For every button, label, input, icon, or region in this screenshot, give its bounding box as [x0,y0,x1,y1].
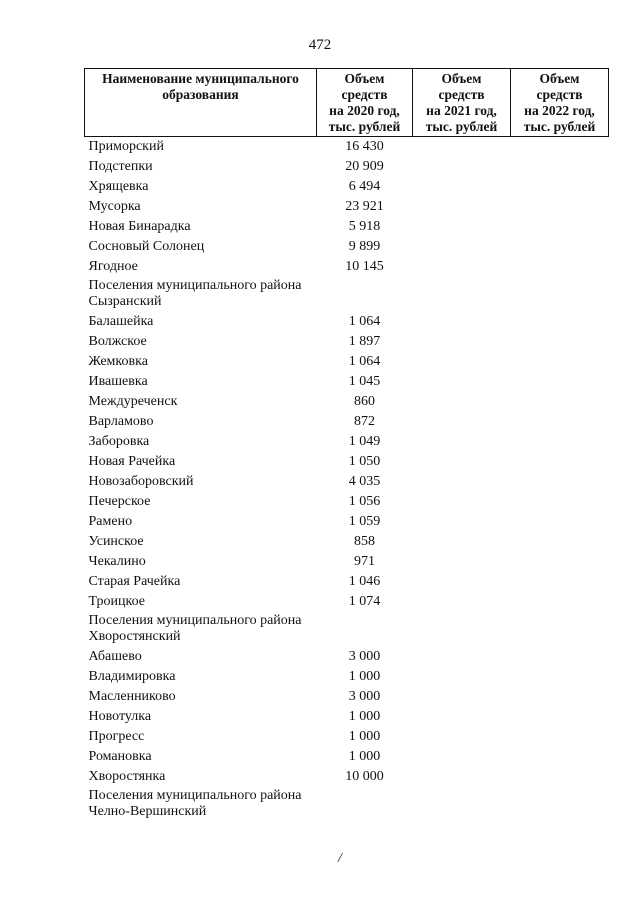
municipality-name: Приморский [88,139,164,154]
volume-2020-value: 23 921 [345,199,384,214]
header-line: средств [536,87,583,102]
header-volume-2021 [413,69,511,137]
volume-2021-value [413,767,511,787]
municipality-name: Ивашевка [88,374,148,389]
volume-2020-value: 1 064 [348,354,381,369]
header-line: на 2021 год, [426,103,497,118]
table-row [85,687,609,707]
volume-2021-value [413,332,511,352]
header-line: на 2020 год, [329,103,400,118]
volume-2022-value [511,707,609,727]
volume-2022-value [511,767,609,787]
volume-2021-value [413,217,511,237]
volume-2020-value: 1 049 [348,434,381,449]
volume-2021-value [413,197,511,217]
volume-2020-value: 1 064 [348,314,381,329]
group-heading-line: Поселения муниципального района [88,613,302,628]
empty-cell [511,277,609,312]
volume-2022-value [511,392,609,412]
volume-2022-value [511,747,609,767]
table-row [85,472,609,492]
volume-2021-value [413,257,511,277]
table-row [85,137,609,158]
municipality-name: Заборовка [88,434,150,449]
header-municipality-name [85,69,317,137]
table-row [85,592,609,612]
municipality-name: Старая Рачейка [88,574,181,589]
municipality-name: Новотулка [88,709,152,724]
group-heading [85,277,317,312]
volume-2021-value [413,237,511,257]
page-number: 472 [308,37,332,53]
volume-2020-value: 971 [354,554,375,569]
group-heading-row [85,787,609,826]
volume-2021-value [413,592,511,612]
volume-2022-value [511,592,609,612]
table-row [85,312,609,332]
table-row [85,352,609,372]
municipality-name: Романовка [88,749,152,764]
volume-2021-value [413,157,511,177]
volume-2020-value: 1 000 [348,709,381,724]
empty-cell [511,787,609,826]
volume-2021-value [413,532,511,552]
table-row [85,217,609,237]
table-row [85,532,609,552]
municipality-name: Сосновый Солонец [88,239,205,254]
volume-2020-value: 1 000 [348,749,381,764]
volume-2020-value: 1 000 [348,729,381,744]
header-line: средств [341,87,388,102]
volume-2022-value [511,372,609,392]
municipality-name: Подстепки [88,159,153,174]
volume-2020-value: 10 145 [345,259,384,274]
header-line: Наименование муниципального [102,71,299,86]
table-row [85,177,609,197]
municipality-name: Усинское [88,534,144,549]
volume-2020-value: 3 000 [348,649,381,664]
municipal-budget-table [84,68,609,826]
municipality-name: Владимировка [88,669,176,684]
volume-2021-value [413,372,511,392]
volume-2021-value [413,392,511,412]
empty-cell [413,277,511,312]
group-heading-line: Поселения муниципального района [88,788,302,803]
header-line: образования [162,87,239,102]
volume-2021-value [413,137,511,158]
table-row [85,552,609,572]
municipality-name: Ягодное [88,259,138,274]
table-row [85,512,609,532]
municipality-name: Волжское [88,334,147,349]
volume-2020-value: 1 045 [348,374,381,389]
table-row [85,647,609,667]
volume-2021-value [413,667,511,687]
volume-2022-value [511,177,609,197]
municipality-name: Масленниково [88,689,176,704]
volume-2022-value [511,727,609,747]
municipality-name: Абашево [88,649,142,664]
empty-cell [317,787,413,826]
table-row [85,412,609,432]
group-heading-row [85,612,609,647]
table-row [85,452,609,472]
volume-2020-value: 872 [354,414,375,429]
empty-cell [317,277,413,312]
header-line: Объем [539,71,580,86]
municipality-name: Чекалино [88,554,146,569]
volume-2022-value [511,432,609,452]
empty-cell [317,612,413,647]
table-row [85,747,609,767]
volume-2020-value: 9 899 [348,239,381,254]
group-heading-row [85,277,609,312]
header-line: Объем [441,71,482,86]
volume-2022-value [511,647,609,667]
table-row [85,197,609,217]
table-row [85,372,609,392]
volume-2021-value [413,572,511,592]
table-row [85,257,609,277]
footer-mark: / [338,851,342,866]
empty-cell [511,612,609,647]
volume-2021-value [413,452,511,472]
volume-2022-value [511,312,609,332]
volume-2022-value [511,687,609,707]
municipality-name: Балашейка [88,314,154,329]
municipality-name: Рамено [88,514,133,529]
volume-2020-value: 1 046 [348,574,381,589]
volume-2020-value: 858 [354,534,375,549]
volume-2021-value [413,472,511,492]
volume-2022-value [511,532,609,552]
volume-2021-value [413,492,511,512]
volume-2022-value [511,352,609,372]
volume-2020-value: 16 430 [345,139,384,154]
volume-2022-value [511,257,609,277]
municipality-name: Мусорка [88,199,141,214]
volume-2021-value [413,432,511,452]
group-heading [85,612,317,647]
header-line: средств [438,87,485,102]
municipality-name: Троицкое [88,594,145,609]
table-header-row [85,69,609,137]
table-row [85,237,609,257]
volume-2022-value [511,217,609,237]
volume-2020-value: 860 [354,394,375,409]
volume-2020-value: 1 074 [348,594,381,609]
empty-cell [413,787,511,826]
group-heading-line: Поселения муниципального района [88,278,302,293]
table-row [85,707,609,727]
table-row [85,667,609,687]
table-row [85,572,609,592]
volume-2022-value [511,572,609,592]
volume-2020-value: 3 000 [348,689,381,704]
volume-2020-value: 1 050 [348,454,381,469]
table-row [85,332,609,352]
volume-2021-value [413,352,511,372]
table-row [85,727,609,747]
volume-2020-value: 4 035 [348,474,381,489]
volume-2021-value [413,312,511,332]
volume-2020-value: 1 897 [348,334,381,349]
table-row [85,432,609,452]
group-heading [85,787,317,826]
header-line: Объем [344,71,385,86]
table-row [85,492,609,512]
group-heading-line: Сызранский [88,294,162,309]
municipality-name: Междуреченск [88,394,178,409]
volume-2022-value [511,452,609,472]
volume-2020-value: 6 494 [348,179,381,194]
volume-2022-value [511,472,609,492]
table-row [85,157,609,177]
table-body [85,137,609,827]
volume-2022-value [511,412,609,432]
group-heading-line: Хворостянский [88,629,181,644]
volume-2022-value [511,157,609,177]
volume-2022-value [511,197,609,217]
volume-2022-value [511,492,609,512]
municipality-name: Жемковка [88,354,148,369]
municipality-name: Прогресс [88,729,145,744]
municipality-name: Варламово [88,414,154,429]
volume-2020-value: 5 918 [348,219,381,234]
municipality-name: Хворостянка [88,769,166,784]
volume-2021-value [413,707,511,727]
header-line: тыс. рублей [523,119,596,134]
volume-2021-value [413,512,511,532]
volume-2021-value [413,647,511,667]
table-row [85,767,609,787]
volume-2021-value [413,177,511,197]
header-line: тыс. рублей [328,119,401,134]
volume-2022-value [511,137,609,158]
volume-2020-value: 1 059 [348,514,381,529]
header-line: тыс. рублей [425,119,498,134]
volume-2022-value [511,512,609,532]
header-volume-2020 [317,69,413,137]
volume-2021-value [413,747,511,767]
municipality-name: Хрящевка [88,179,149,194]
municipality-name: Печерское [88,494,151,509]
municipality-name: Новая Бинарадка [88,219,191,234]
municipality-name: Новая Рачейка [88,454,176,469]
volume-2022-value [511,332,609,352]
municipality-name: Новозаборовский [88,474,194,489]
volume-2021-value [413,727,511,747]
volume-2021-value [413,687,511,707]
volume-2021-value [413,412,511,432]
volume-2021-value [413,552,511,572]
volume-2022-value [511,552,609,572]
volume-2022-value [511,667,609,687]
volume-2022-value [511,237,609,257]
header-volume-2022 [511,69,609,137]
volume-2020-value: 10 000 [345,769,384,784]
volume-2020-value: 1 000 [348,669,381,684]
volume-2020-value: 1 056 [348,494,381,509]
table-row [85,392,609,412]
empty-cell [413,612,511,647]
group-heading-line: Челно-Вершинский [88,804,207,819]
volume-2020-value: 20 909 [345,159,384,174]
header-line: на 2022 год, [524,103,595,118]
